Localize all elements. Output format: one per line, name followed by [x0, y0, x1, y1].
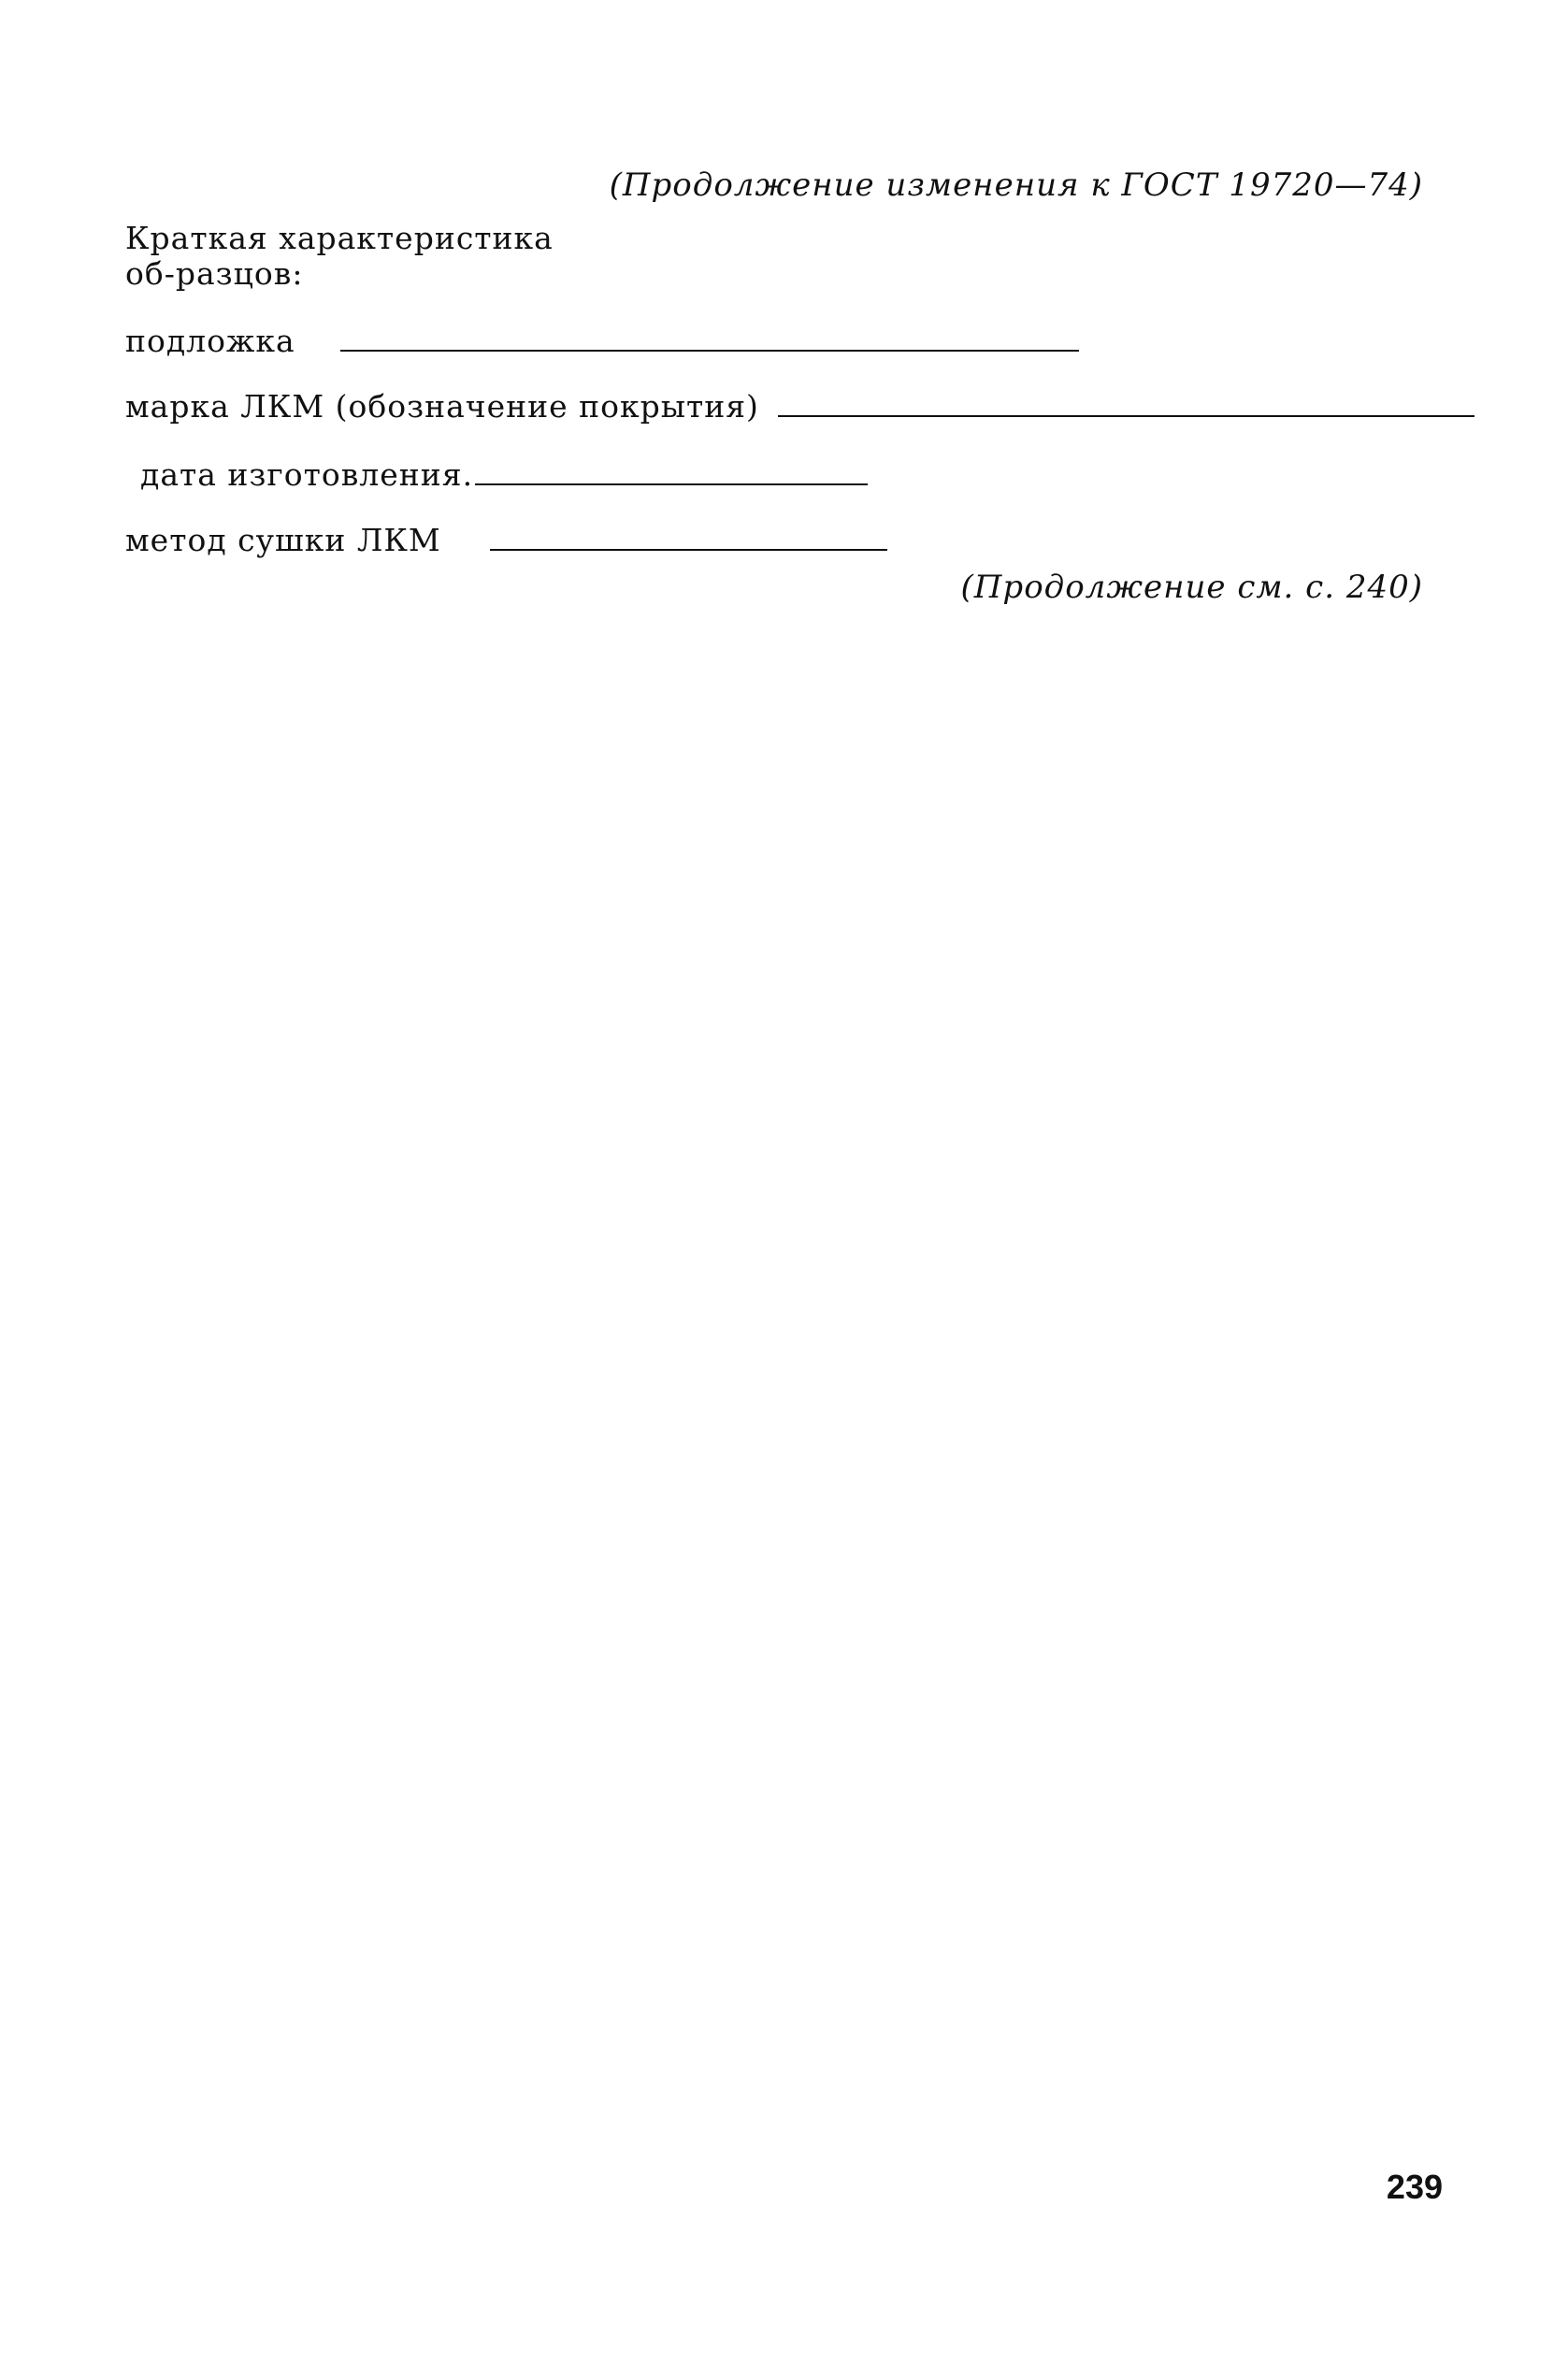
footer-continuation-note: (Продолжение см. с. 240): [960, 569, 1423, 606]
field-substrate-blank-line[interactable]: [340, 350, 1079, 352]
field-manufacture-date: [140, 456, 868, 493]
field-paint-brand-label: марка ЛКМ (обозначение покрытия): [125, 388, 759, 425]
samples-brief-characteristic-heading: Краткая характеристика об-разцов:: [125, 220, 554, 292]
field-paint-brand-blank-line[interactable]: [778, 415, 1474, 417]
field-manufacture-date-blank-line[interactable]: [475, 483, 868, 485]
field-manufacture-date-label: дата изготовления.: [140, 456, 474, 493]
field-drying-method-label: метод сушки ЛКМ: [125, 522, 441, 558]
field-paint-brand: [125, 388, 1474, 425]
header-continuation-note: (Продолжение изменения к ГОСТ 19720—74): [609, 166, 1423, 204]
field-drying-method: [125, 522, 887, 558]
field-drying-method-blank-line[interactable]: [490, 549, 887, 551]
field-substrate: [125, 323, 1079, 359]
field-substrate-label: подложка: [125, 323, 295, 359]
page-number: 239: [1386, 2168, 1443, 2206]
